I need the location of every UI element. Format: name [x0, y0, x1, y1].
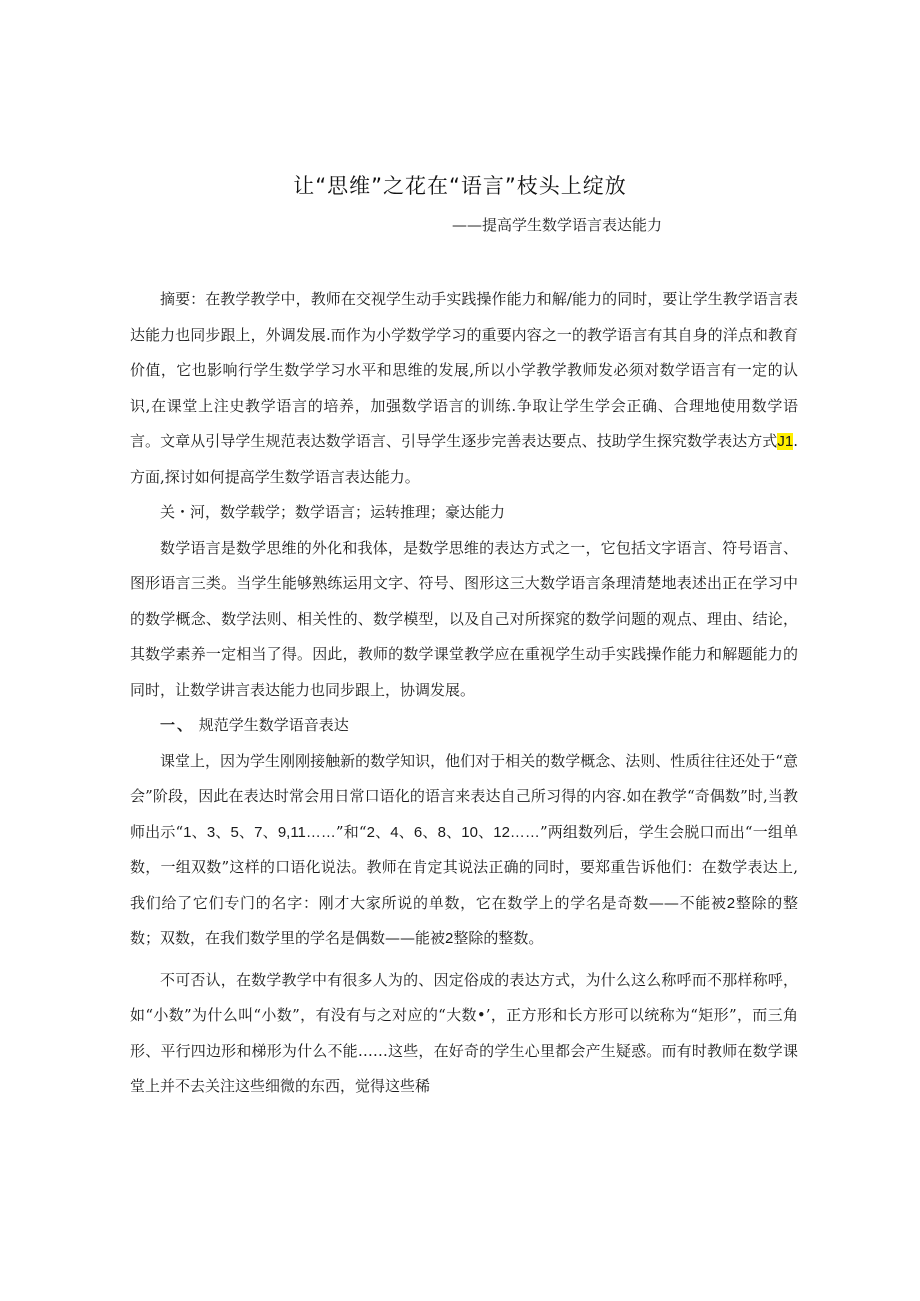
para-text: ”两组数列后，学生会脱口而出“一组单数，一组双数”这样的口语化说法。教师在肯定其说法正确的同时，要郑重告诉他们：在数学表达上,我们给了它们专门的名字：刚才大家所说的单数，它在数学上的学名是奇数——不能被 — [130, 822, 799, 912]
keywords-paragraph: 关・河，数学载学；数学语言；运转推理；豪达能力 — [160, 503, 506, 521]
para-text: 整除的整数；双数，在我们数学里的学名是偶数——能被 — [130, 893, 798, 947]
document-body — [130, 282, 798, 1105]
abstract-paragraph — [130, 282, 798, 495]
section-heading — [130, 708, 798, 744]
para-text: 课堂上，因为学生刚刚接触新的数学知识，他们对于相关的数学概念、法则、性质往往还处于“意会”阶段，因此在表达时常会用日常口语化的语言来表达自己所习得的内容.如在教学“奇偶数”时,当教师出示“ — [130, 751, 798, 841]
number-sequence-even: 2、4、6、8、10、12…… — [366, 823, 540, 841]
intro-paragraph: 数学语言是数学思维的外化和我体，是数学思维的表达方式之一，它包括文字语言、符号语言、图形语言三类。当学生能够熟练运用文字、符号、图形这三大数学语言条理清楚地表述出正在学习中的数学概念、数学法则、相关性的、数学模型，以及自己对所探窕的数学问题的观点、理由、结论，其数学素养一定相当了得。因此，教师的数学课堂教学应在重视学生动手实践操作能力和解题能力的同时，让数学讲言表达能力也同步跟上，协调发展。 — [130, 538, 798, 699]
section-paragraph-2: 不可否认，在数学教学中有很多人为的、因定俗成的表达方式，为什么这么称呼而不那样称呼，如“小数”为什么叫“小数”，有没有与之对应的“大数•’，正方形和长方形可以统称为“矩形”，而三角形、平行四边形和梯形为什么不能……这些，在好奇的学生心里都会产生疑惑。而有时教师在数学课堂上并不去关注这些细微的东西，觉得这些稀 — [130, 970, 798, 1095]
number-two: 2 — [445, 930, 454, 947]
abstract-text-end: .方面,探讨如何提高学生数学语言表达能力。 — [130, 432, 798, 486]
para-text: ”和“ — [335, 822, 367, 841]
document-title: 让“思维”之花在“语言”枝头上绽放 — [293, 174, 627, 198]
abstract-text: 摘要：在教学教学中，教师在交视学生动手实践操作能力和解/能力的同时，要让学生教学语言表达能力也同步跟上，外调发展.而作为小学数学学习的重要内容之一的教学语言有其自身的洋点和教育价值，它也影响行学生数学学习水平和思维的发展,所以小学教学教师发必须对数学语言有一定的认识,在课堂上注史教学语言的培养，加强数学语言的训练.争取让学生学会正确、合理地使用数学语言。文章从引导学生规范表达数学语言、引导学生逐步完善表达要点、技助学生探究数学表达方式 — [130, 290, 798, 450]
section-heading-text: 规范学生数学语音表达 — [198, 716, 349, 734]
number-two: 2 — [726, 894, 736, 912]
section-number: 一、 — [160, 716, 195, 734]
para-text: 整除的整数。 — [453, 929, 544, 947]
highlighted-text: J1 — [777, 433, 794, 450]
document-subtitle: ——提高学生数学语言表达能力 — [452, 216, 663, 234]
number-sequence-odd: 1、3、5、7、9,11…… — [183, 823, 336, 841]
section-paragraph-1 — [130, 744, 798, 957]
